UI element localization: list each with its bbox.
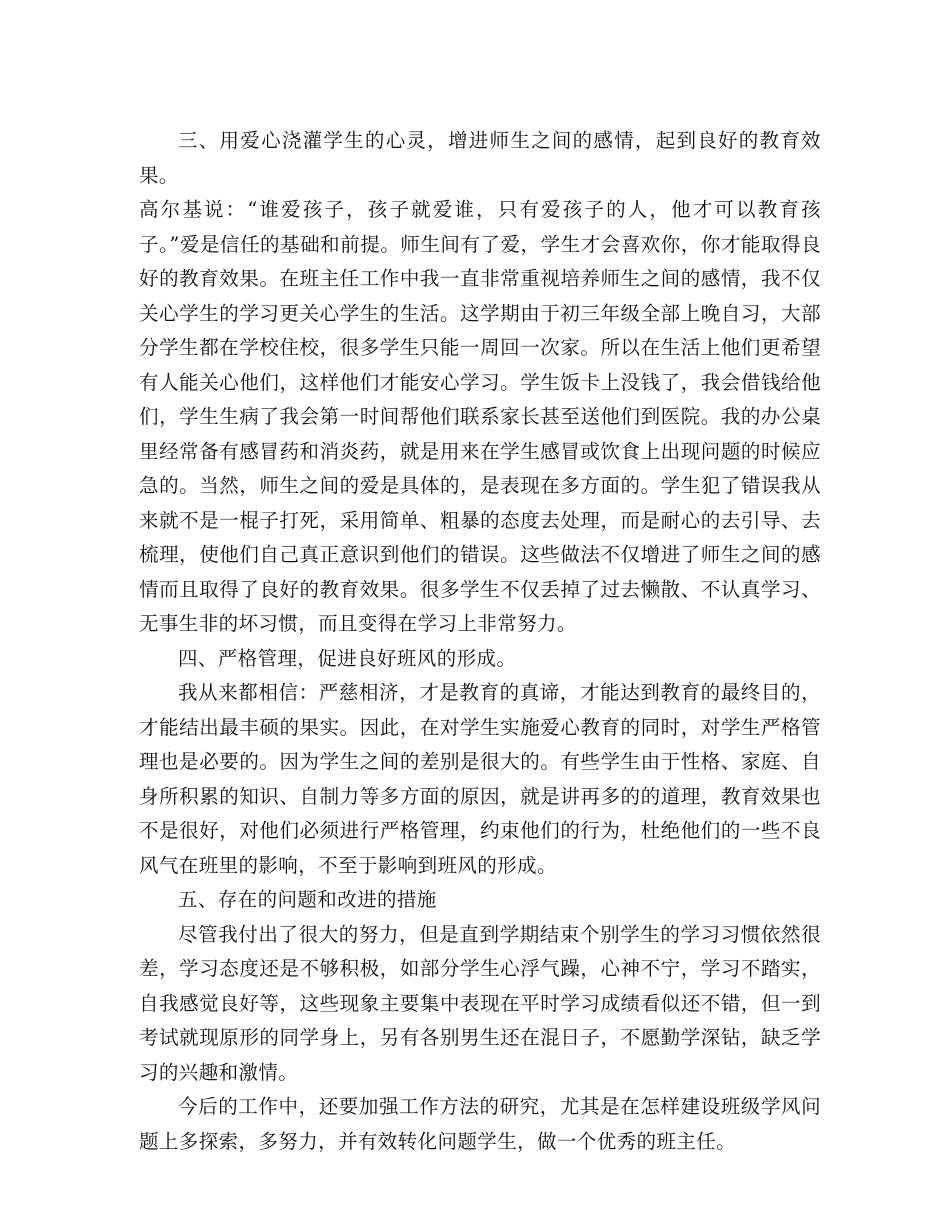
document-body [139,124,821,1159]
paragraph-future-work: 今后的工作中，还要加强工作方法的研究，尤其是在怎样建设班级学风问题上多探索，多努力，并有效转化问题学生，做一个优秀的班主任。 [139,1095,821,1153]
paragraph-problems: 尽管我付出了很大的努力，但是直到学期结束个别学生的学习习惯依然很差，学习态度还是不够积极，如部分学生心浮气躁，心神不宁，学习不踏实，自我感觉良好等，这些现象主要集中表现在平时学习成绩看似还不错，但一到考试就现原形的同学身上，另有各别男生还在混日子，不愿勤学深钻，缺乏学习的兴趣和激情。 [139,922,821,1084]
paragraph-love-education: 高尔基说：“谁爱孩子，孩子就爱谁，只有爱孩子的人，他才可以教育孩子。”爱是信任的基础和前提。师生间有了爱，学生才会喜欢你，你才能取得良好的教育效果。在班主任工作中我一直非常重视培养师生之间的感情，我不仅关心学生的学习更关心学生的生活。这学期由于初三年级全部上晚自习，大部分学生都在学校住校，很多学生只能一周回一次家。所以在生活上他们更希望有人能关心他们，这样他们才能安心学习。学生饭卡上没钱了，我会借钱给他们，学生生病了我会第一时间帮他们联系家长甚至送他们到医院。我的办公桌里经常备有感冒药和消炎药，就是用来在学生感冒或饮食上出现问题的时候应急的。当然，师生之间的爱是具体的，是表现在多方面的。学生犯了错误我从来就不是一棍子打死，采用简单、粗暴的态度去处理，而是耐心的去引导、去梳理，使他们自己真正意识到他们的错误。这些做法不仅增进了师生之间的感情而且取得了良好的教育效果。很多学生不仅丢掉了过去懒散、不认真学习、无事生非的坏习惯，而且变得在学习上非常努力。 [139,198,821,635]
paragraph-strict-management: 我从来都相信：严慈相济，才是教育的真谛，才能达到教育的最终目的，才能结出最丰硕的果实。因此，在对学生实施爱心教育的同时，对学生严格管理也是必要的。因为学生之间的差别是很大的。有些学生由于性格、家庭、自身所积累的知识、自制力等多方面的原因，就是讲再多的的道理，教育效果也不是很好，对他们必须进行严格管理，约束他们的行为，杜绝他们的一些不良风气在班里的影响，不至于影响到班风的形成。 [139,681,821,877]
section-heading-3: 三、用爱心浇灌学生的心灵，增进师生之间的感情，起到良好的教育效果。 [139,129,821,187]
section-heading-5: 五、存在的问题和改进的措施 [178,888,437,911]
section-heading-4: 四、严格管理，促进良好班风的形成。 [178,646,517,670]
